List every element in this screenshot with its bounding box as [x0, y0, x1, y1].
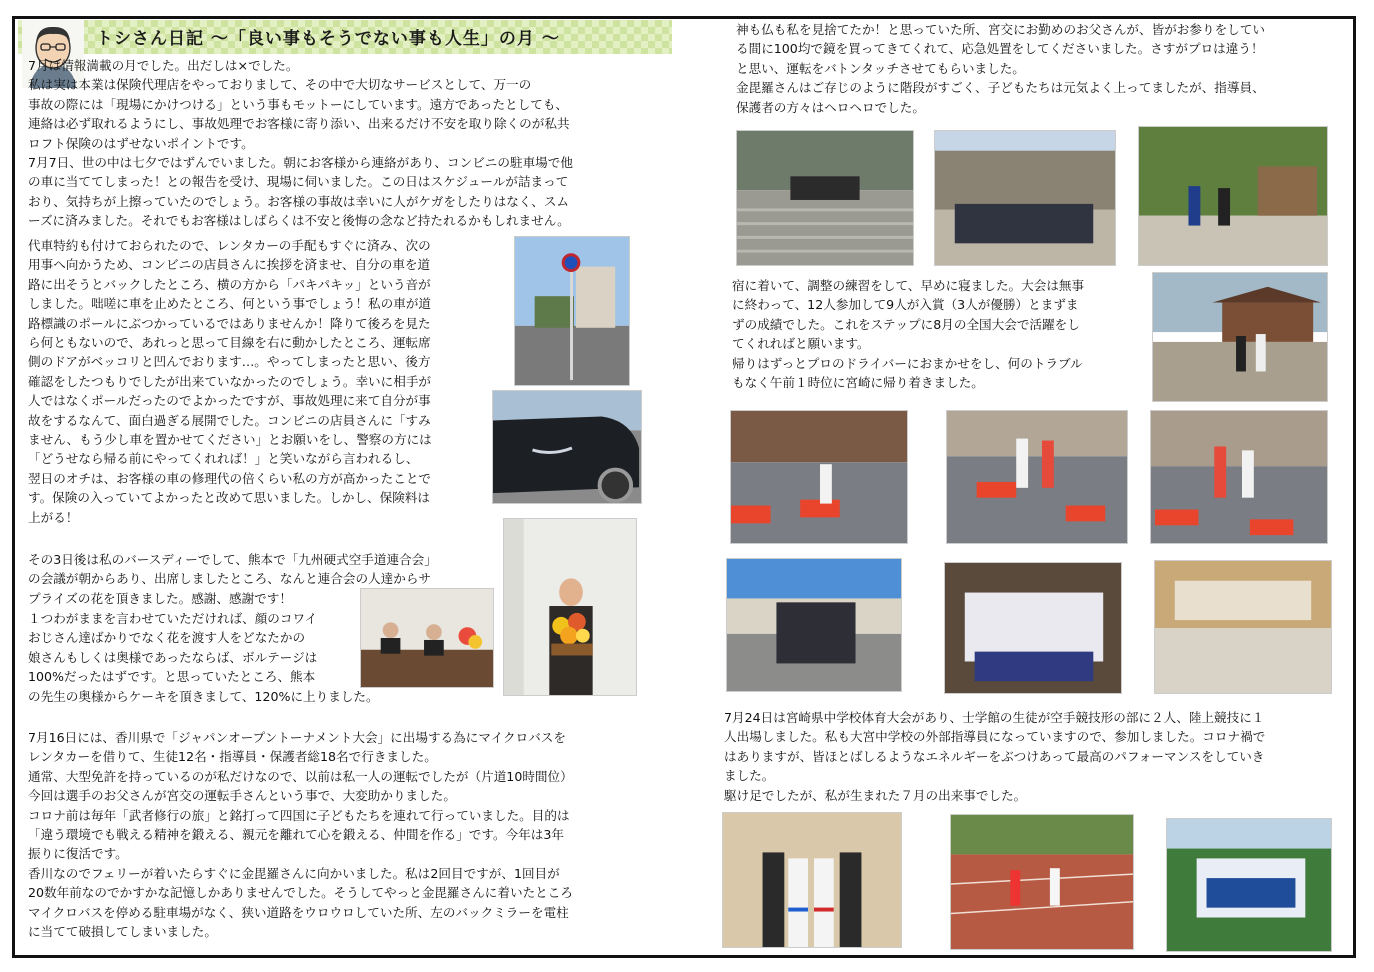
- hall-audience-photo: [1154, 560, 1332, 694]
- match-photo-1: [730, 410, 908, 544]
- left-accident-paragraph: 代車特約も付けておられたので、レンタカーの手配もすぐに済み、次の 用事へ向かうため、コンビニの店員さんに挨拶を済ませ、自分の車を道 路に出そうとバックしたところ、横の方から「パキパキッ」という音が しました。咄嗟に車を止めたところ、何という事でしょう！私の車が道 路標識のポールにぶつかっているではありませんか！降りて後ろを見た ら何ともないので、あれっと思って目線を右に動かしたところ、運転席 側のドアがベッコリと凹んでおります…。やってしまったと思い、後方 確認をしたつもりでしたが出来ていなかったのでしょう。幸いに相手が 人ではなくポールだったのでよかったですが、事故処理に来て自分が事 故をするなんて、面白過ぎる展開でした。コンビニの店員さんに「すみ ません、もう少し車を置かせてください」とお願いをし、警察の方には 「どうせなら帰る前にやってくれれば！」と笑いながら言われるし、 翌日のオチは、お客様の車の修理代の倍くらい私の方が高かったことで す。保険の入っていてよかったと改めて思いました。しかし、保険料は 上がる！: [28, 238, 432, 525]
- karate-students-photo: [722, 812, 902, 948]
- match-photo-3: [1150, 410, 1328, 544]
- meeting-room-photo: [360, 588, 494, 688]
- page-title: トシさん日記 〜「良い事もそうでない事も人生」の月 〜: [96, 29, 560, 49]
- right-school-meet-paragraph: 7月24日は宮崎県中学校体育大会があり、士学館の生徒が空手競技形の部に２人、陸上競技に１ 人出場しました。私も大宮中学校の外部指導員になっていますので、参加しました。コロナ禍で はありますが、皆ほとばしるようなエネルギーをぶつけあって最高のパフォーマンスをしていき ました。 駆け足でしたが、私が生まれた７月の出来事でした。: [724, 710, 1266, 803]
- left-kagawa-paragraph: 7月16日には、香川県で「ジャパンオープントーナメント大会」に出場する為にマイクロバスを レンタカーを借りて、生徒12名・指導員・保護者総18名で行きました。 通常、大型免許を持っているのが私だけなので、以前は私一人の運転でしたが（片道10時間位） 今回は選手のお父さんが宮交の運転手さんという事で、大変助かりました。 コロナ前は毎年「武者修行の旅」と銘打って四国に子どもたちを連れて行っていました。目的は 「違う環境でも戦える精神を鍛える、親元を離れて心を鍛える、仲間を作る」です。今年は3年 振りに復活です。 香川なのでフェリーが着いたらすぐに金毘羅さんに向かいました。私は2回目ですが、1回目が 20数年前なのでかすかな記憶しかありませんでした。そうしてやっと金毘羅さんに着いたところ マイクロバスを停める駐車場がなく、狭い道路をウロウロしていた所、左のバックミラーを電柱 に当てて破損してしまいました。: [28, 730, 573, 940]
- indoor-group-photo: [944, 562, 1122, 694]
- stadium-group-photo: [1166, 818, 1332, 952]
- outdoor-group-photo: [726, 558, 902, 692]
- shrine-group-photo: [934, 130, 1116, 266]
- track-race-photo: [950, 814, 1134, 950]
- flower-bouquet-photo: [503, 518, 637, 696]
- left-intro-paragraph: 7月は情報満載の月でした。出だしは×でした。 私は実は本業は保険代理店をやっておりまして、その中で大切なサービスとして、万一の 事故の際には「現場にかけつける」という事もモットーにしています。遠方であったとしても、 連絡は必ず取れるようにし、事故処理でお客様に寄り添い、出来るだけ不安を取り除くのが私共 ロフト保険のはずせないポイントです。 7月7日、世の中は七夕ではずんでいました。朝にお客様から連絡があり、コンビニの駐車場で他 の車に当ててしまった！との報告を受け、現場に伺いました。この日はスケジュールが詰まって おり、気持ちが上擦っていたのでしょう。お客様の事故は幸いに人がケガをしたりはなく、スム ーズに済みました。それでもお客様はしばらくは不安と後悔の念など持たれるかもしれません。: [28, 58, 573, 229]
- shrine-stairs-photo: [736, 130, 914, 266]
- match-photo-2: [946, 410, 1128, 544]
- right-mirror-paragraph: 神も仏も私を見捨てたか！と思っていた所、宮交にお勤めのお父さんが、皆がお参りをしてい る間に100均で鏡を買ってきてくれて、応急処置をしてくださいました。さすがプロは違う！ と思い、運転をバトンタッチさせてもらいました。 金毘羅さんはご存じのように階段がすごく、子どもたちは元気よく上ってましたが、指導員、 保護者の方々はヘロヘロでした。: [736, 22, 1265, 115]
- right-tournament-paragraph: 宿に着いて、調整の練習をして、早めに寝ました。大会は無事 に終わって、12人参加して9人が入賞（3人が優勝）とまずま ずの成績でした。これをステップに8月の全国大会で活躍をし てくれればと願います。 帰りはずっとプロのドライバーにおまかせをし、何のトラブル もなく午前１時位に宮崎に帰り着きました。: [732, 278, 1085, 391]
- temple-training-photo: [1152, 272, 1328, 402]
- dented-car-photo: [492, 390, 642, 504]
- left-birthday-paragraph: その3日後は私のバースディーでして、熊本で「九州硬式空手道連合会」 の会議が朝からあり、出席しましたところ、なんと連合会の人達からサ プライズの花を頂きました。感謝、感謝です！: [28, 552, 437, 606]
- shrine-training-photo: [1138, 126, 1328, 266]
- sign-pole-photo: [514, 236, 630, 386]
- left-flowers-paragraph: １つわがままを言わせていただければ、顔のコワイ おじさん達ばかりでなく花を渡す人をどなたかの 娘さんもしくは奥様であったならば、ボルテージは 100%だったはずです。と思っていたところ、熊本 の先生の奥様からケーキを頂きまして、120%に上りました。: [28, 611, 379, 704]
